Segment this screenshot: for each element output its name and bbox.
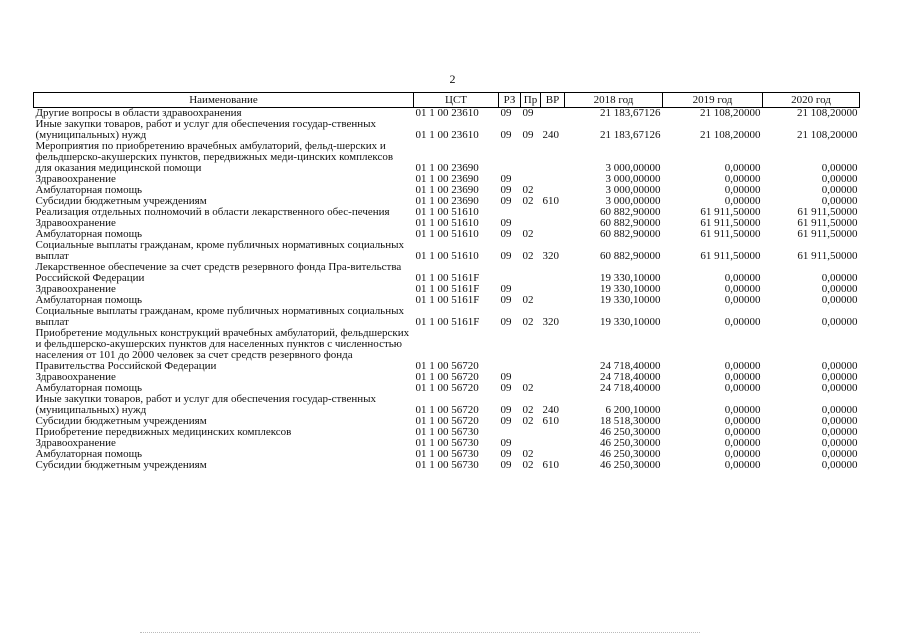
table-row [34, 460, 860, 471]
cell-vr: 320 [542, 316, 559, 328]
cell-rz: 09 [500, 250, 512, 262]
cell-name: Социальные выплаты гражданам, кроме публичных нормативных социальных выплат [35, 239, 404, 262]
cell-2019: 0,00000 [724, 162, 761, 174]
cell-cst: 01 1 00 56720 [415, 382, 479, 394]
cell-2018: 21 183,67126 [600, 129, 661, 141]
scan-artifact-line [140, 632, 700, 634]
table-row [34, 394, 860, 416]
cell-pr: 02 [522, 316, 534, 328]
cell-cst: 01 1 00 23690 [415, 162, 479, 174]
cell-cst: 01 1 00 23690 [415, 195, 479, 207]
cell-pr [521, 141, 541, 174]
cell-vr [541, 218, 565, 229]
cell-vr [541, 372, 565, 383]
cell-pr [521, 262, 541, 284]
cell-rz: 09 [500, 437, 512, 449]
cell-pr: 02 [522, 294, 534, 306]
cell-2020: 0,00000 [821, 162, 858, 174]
cell-name: Приобретение модульных конструкций врачебных амбулаторий, фельдшерских и фельдшерско-акушерских пунктов для населенных пунктов с численностью населения от 101 до 2000 человек за счет средств резервного фонда Правительства Российской Федерации [35, 327, 410, 372]
cell-2020: 0,00000 [821, 360, 858, 372]
cell-vr [541, 427, 565, 438]
cell-pr: 02 [522, 382, 534, 394]
page-number: 2 [449, 72, 456, 86]
cell-2019: 21 108,20000 [700, 107, 761, 119]
cell-rz: 09 [500, 217, 512, 229]
cell-2019: 0,00000 [724, 283, 761, 295]
cell-2019: 0,00000 [724, 459, 761, 471]
cell-2018: 6 200,10000 [605, 404, 661, 416]
cell-name: Иные закупки товаров, работ и услуг для обеспечения государ-ственных (муниципальных) нужд [35, 118, 377, 141]
cell-rz: 09 [500, 184, 512, 196]
cell-2019: 0,00000 [724, 360, 761, 372]
cell-2018: 60 882,90000 [600, 228, 661, 240]
cell-name: Амбулаторная помощь [35, 184, 143, 196]
cell-rz: 09 [500, 283, 512, 295]
header-pr: Пр [521, 93, 541, 108]
cell-2020: 21 108,20000 [797, 129, 858, 141]
cell-2019: 0,00000 [724, 173, 761, 185]
cell-cst: 01 1 00 51610 [415, 217, 479, 229]
cell-2020: 0,00000 [821, 195, 858, 207]
cell-2019: 0,00000 [724, 448, 761, 460]
cell-cst: 01 1 00 23690 [415, 184, 479, 196]
cell-2019: 0,00000 [724, 382, 761, 394]
cell-2018: 21 183,67126 [600, 107, 661, 119]
cell-vr [541, 383, 565, 394]
cell-name: Амбулаторная помощь [35, 294, 143, 306]
cell-rz: 09 [500, 459, 512, 471]
cell-name: Здравоохранение [35, 437, 116, 449]
cell-2018: 3 000,00000 [605, 195, 661, 207]
cell-cst: 01 1 00 56720 [415, 404, 479, 416]
cell-name: Амбулаторная помощь [35, 382, 143, 394]
cell-2019: 0,00000 [724, 371, 761, 383]
cell-2020: 0,00000 [821, 426, 858, 438]
cell-vr: 610 [542, 415, 559, 427]
cell-rz: 09 [500, 195, 512, 207]
cell-vr [541, 207, 565, 218]
table-row [34, 141, 860, 174]
cell-pr: 02 [522, 250, 534, 262]
cell-2018: 46 250,30000 [600, 459, 661, 471]
cell-vr: 610 [542, 459, 559, 471]
cell-2018: 19 330,10000 [600, 272, 661, 284]
cell-vr [541, 229, 565, 240]
cell-name: Приобретение передвижных медицинских комплексов [35, 426, 292, 438]
cell-2019: 0,00000 [724, 415, 761, 427]
cell-2019: 0,00000 [724, 316, 761, 328]
table-row [34, 306, 860, 328]
cell-rz: 09 [500, 382, 512, 394]
cell-name: Субсидии бюджетным учреждениям [35, 415, 207, 427]
cell-rz: 09 [500, 415, 512, 427]
cell-name: Субсидии бюджетным учреждениям [35, 195, 207, 207]
cell-cst: 01 1 00 56720 [415, 371, 479, 383]
cell-2020: 21 108,20000 [797, 107, 858, 119]
cell-2020: 0,00000 [821, 173, 858, 185]
cell-2019: 61 911,50000 [700, 250, 761, 262]
cell-pr: 09 [522, 107, 534, 119]
cell-2020: 0,00000 [821, 382, 858, 394]
cell-2018: 18 518,30000 [600, 415, 661, 427]
cell-pr: 09 [522, 129, 534, 141]
cell-2018: 60 882,90000 [600, 206, 661, 218]
cell-name: Субсидии бюджетным учреждениям [35, 459, 207, 471]
cell-2018: 46 250,30000 [600, 437, 661, 449]
cell-name: Другие вопросы в области здравоохранения [35, 107, 242, 119]
cell-pr: 02 [522, 228, 534, 240]
cell-pr: 02 [522, 184, 534, 196]
cell-name: Здравоохранение [35, 283, 116, 295]
cell-vr [541, 141, 565, 174]
cell-2020: 0,00000 [821, 283, 858, 295]
cell-vr [541, 108, 565, 120]
cell-rz: 09 [500, 404, 512, 416]
cell-name: Иные закупки товаров, работ и услуг для обеспечения государ-ственных (муниципальных) нужд [35, 393, 377, 416]
cell-rz [499, 262, 521, 284]
cell-vr: 610 [542, 195, 559, 207]
cell-2020: 0,00000 [821, 437, 858, 449]
cell-pr: 02 [522, 448, 534, 460]
cell-2019: 61 911,50000 [700, 206, 761, 218]
cell-vr: 320 [542, 250, 559, 262]
cell-2018: 46 250,30000 [600, 448, 661, 460]
header-name: Наименование [34, 93, 414, 108]
cell-name: Лекарственное обеспечение за счет средств резервного фонда Пра-вительства Российской Федерации [35, 261, 402, 284]
cell-name: Здравоохранение [35, 173, 116, 185]
cell-2020: 61 911,50000 [797, 228, 858, 240]
cell-2019: 0,00000 [724, 404, 761, 416]
header-cst: ЦСТ [414, 93, 499, 108]
cell-2020: 0,00000 [821, 459, 858, 471]
cell-cst: 01 1 00 5161F [415, 316, 480, 328]
cell-cst: 01 1 00 5161F [415, 283, 480, 295]
cell-cst: 01 1 00 56730 [415, 459, 479, 471]
cell-rz: 09 [500, 129, 512, 141]
cell-2018: 24 718,40000 [600, 371, 661, 383]
cell-2020: 61 911,50000 [797, 217, 858, 229]
cell-2018: 46 250,30000 [600, 426, 661, 438]
cell-pr [521, 427, 541, 438]
cell-pr [521, 207, 541, 218]
cell-2018: 3 000,00000 [605, 173, 661, 185]
cell-2018: 24 718,40000 [600, 382, 661, 394]
cell-name: Здравоохранение [35, 217, 116, 229]
cell-2019: 61 911,50000 [700, 217, 761, 229]
cell-2018: 19 330,10000 [600, 283, 661, 295]
cell-cst: 01 1 00 51610 [415, 250, 479, 262]
cell-2019: 0,00000 [724, 272, 761, 284]
cell-2018: 60 882,90000 [600, 250, 661, 262]
cell-2020: 0,00000 [821, 371, 858, 383]
cell-cst: 01 1 00 51610 [415, 206, 479, 218]
header-rz: РЗ [499, 93, 521, 108]
cell-2020: 0,00000 [821, 272, 858, 284]
cell-cst: 01 1 00 51610 [415, 228, 479, 240]
cell-vr: 240 [542, 404, 559, 416]
cell-vr [541, 438, 565, 449]
cell-2018: 60 882,90000 [600, 217, 661, 229]
cell-rz: 09 [500, 448, 512, 460]
cell-name: Мероприятия по приобретению врачебных амбулаторий, фельд-шерских и фельдшерско-акушерских пунктов, передвижных меди-цинских комплексов для оказания медицинской помощи [35, 140, 394, 174]
cell-rz: 09 [500, 294, 512, 306]
cell-2020: 61 911,50000 [797, 206, 858, 218]
cell-cst: 01 1 00 56730 [415, 448, 479, 460]
table-body [34, 108, 860, 472]
cell-pr [521, 328, 541, 372]
cell-rz: 09 [500, 371, 512, 383]
cell-vr [541, 328, 565, 372]
table-header-row [34, 93, 860, 108]
budget-table [33, 92, 860, 471]
cell-2020: 0,00000 [821, 184, 858, 196]
table-row [34, 328, 860, 372]
cell-2019: 21 108,20000 [700, 129, 761, 141]
cell-rz: 09 [500, 316, 512, 328]
table-row [34, 240, 860, 262]
cell-name: Амбулаторная помощь [35, 448, 143, 460]
cell-pr: 02 [522, 459, 534, 471]
cell-cst: 01 1 00 23610 [415, 107, 479, 119]
cell-vr: 240 [542, 129, 559, 141]
cell-2020: 0,00000 [821, 294, 858, 306]
cell-2018: 3 000,00000 [605, 162, 661, 174]
cell-cst: 01 1 00 56720 [415, 415, 479, 427]
cell-cst: 01 1 00 23690 [415, 173, 479, 185]
cell-2018: 19 330,10000 [600, 294, 661, 306]
cell-2019: 61 911,50000 [700, 228, 761, 240]
cell-cst: 01 1 00 56720 [415, 360, 479, 372]
table-row [34, 262, 860, 284]
cell-name: Амбулаторная помощь [35, 228, 143, 240]
cell-rz: 09 [500, 107, 512, 119]
cell-2019: 0,00000 [724, 195, 761, 207]
cell-cst: 01 1 00 56730 [415, 426, 479, 438]
cell-2020: 0,00000 [821, 404, 858, 416]
cell-2018: 19 330,10000 [600, 316, 661, 328]
cell-2020: 0,00000 [821, 448, 858, 460]
cell-pr: 02 [522, 404, 534, 416]
cell-rz: 09 [500, 173, 512, 185]
cell-vr [541, 262, 565, 284]
cell-rz [499, 141, 521, 174]
cell-name: Социальные выплаты гражданам, кроме публичных нормативных социальных выплат [35, 305, 404, 328]
cell-2019: 0,00000 [724, 426, 761, 438]
cell-cst: 01 1 00 5161F [415, 272, 480, 284]
cell-2020: 0,00000 [821, 316, 858, 328]
header-2020: 2020 год [763, 93, 860, 108]
cell-vr [541, 284, 565, 295]
cell-2018: 24 718,40000 [600, 360, 661, 372]
cell-rz: 09 [500, 228, 512, 240]
cell-2019: 0,00000 [724, 437, 761, 449]
cell-name: Здравоохранение [35, 371, 116, 383]
cell-pr: 02 [522, 415, 534, 427]
cell-2020: 0,00000 [821, 415, 858, 427]
cell-cst: 01 1 00 5161F [415, 294, 480, 306]
table-row [34, 119, 860, 141]
cell-rz [499, 328, 521, 372]
cell-pr: 02 [522, 195, 534, 207]
cell-2019: 0,00000 [724, 294, 761, 306]
cell-name: Реализация отдельных полномочий в области лекарственного обес-печения [35, 206, 390, 218]
cell-2020: 61 911,50000 [797, 250, 858, 262]
cell-cst: 01 1 00 56730 [415, 437, 479, 449]
cell-vr [541, 174, 565, 185]
cell-2019: 0,00000 [724, 184, 761, 196]
cell-cst: 01 1 00 23610 [415, 129, 479, 141]
header-2019: 2019 год [663, 93, 763, 108]
cell-2018: 3 000,00000 [605, 184, 661, 196]
header-vr: ВР [541, 93, 565, 108]
header-2018: 2018 год [565, 93, 663, 108]
cell-vr [541, 295, 565, 306]
